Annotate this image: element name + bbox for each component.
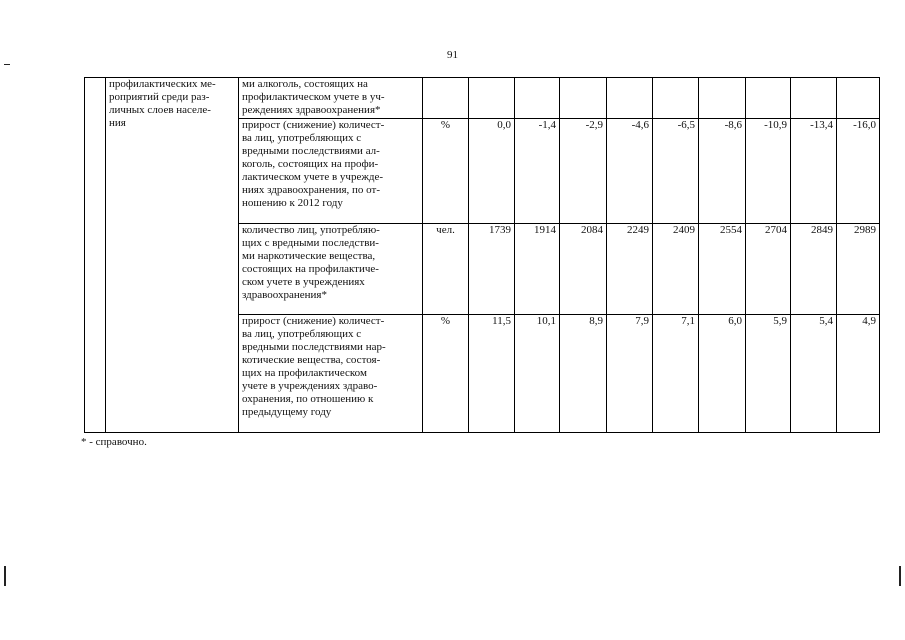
scan-edge-mark-left bbox=[4, 64, 10, 65]
value-cell: -16,0 bbox=[837, 119, 880, 224]
value-cell bbox=[653, 78, 699, 119]
value-cell: -4,6 bbox=[607, 119, 653, 224]
value-cell: 2704 bbox=[746, 224, 791, 315]
indicators-table bbox=[84, 77, 880, 433]
measure-cell: ми алкоголь, состоящих на профилактическом учете в уч- реждениях здравоохранения* bbox=[239, 78, 423, 119]
value-cell: 5,4 bbox=[791, 315, 837, 433]
value-cell bbox=[560, 78, 607, 119]
value-cell: 6,0 bbox=[699, 315, 746, 433]
value-cell: -6,5 bbox=[653, 119, 699, 224]
value-cell: 7,1 bbox=[653, 315, 699, 433]
unit-cell bbox=[423, 78, 469, 119]
unit-cell: % bbox=[423, 315, 469, 433]
scan-edge-mark-left bbox=[4, 566, 6, 586]
value-cell: 7,9 bbox=[607, 315, 653, 433]
value-cell bbox=[746, 78, 791, 119]
measure-cell: прирост (снижение) количест- ва лиц, употребляющих с вредными последствиями нар- котические вещества, состоя- щих на профилактическом учете в учреждениях здраво- охранения, по отношению к предыдущему году bbox=[239, 315, 423, 433]
value-cell: -13,4 bbox=[791, 119, 837, 224]
value-cell: -8,6 bbox=[699, 119, 746, 224]
page-number: 91 bbox=[447, 49, 458, 61]
unit-cell: % bbox=[423, 119, 469, 224]
value-cell: 2249 bbox=[607, 224, 653, 315]
value-cell: 8,9 bbox=[560, 315, 607, 433]
unit-cell: чел. bbox=[423, 224, 469, 315]
value-cell bbox=[791, 78, 837, 119]
value-cell bbox=[607, 78, 653, 119]
value-cell: -1,4 bbox=[515, 119, 560, 224]
value-cell: 11,5 bbox=[469, 315, 515, 433]
value-cell: 5,9 bbox=[746, 315, 791, 433]
value-cell: 4,9 bbox=[837, 315, 880, 433]
value-cell bbox=[469, 78, 515, 119]
value-cell: -10,9 bbox=[746, 119, 791, 224]
value-cell: 2849 bbox=[791, 224, 837, 315]
scan-edge-mark-right bbox=[899, 566, 901, 586]
value-cell: 2084 bbox=[560, 224, 607, 315]
value-cell: 1739 bbox=[469, 224, 515, 315]
value-cell bbox=[837, 78, 880, 119]
value-cell: 0,0 bbox=[469, 119, 515, 224]
value-cell: 2989 bbox=[837, 224, 880, 315]
value-cell: 1914 bbox=[515, 224, 560, 315]
table-row bbox=[85, 78, 880, 119]
event-cell: профилактических ме- роприятий среди раз- личных слоев населе- ния bbox=[106, 78, 239, 433]
index-cell bbox=[85, 78, 106, 433]
value-cell bbox=[515, 78, 560, 119]
measure-cell: количество лиц, употребляю- щих с вредными последстви- ми наркотические вещества, состоящих на профилактиче- ском учете в учреждениях здравоохранения* bbox=[239, 224, 423, 315]
measure-cell: прирост (снижение) количест- ва лиц, употребляющих с вредными последствиями ал- коголь, состоящих на профи- лактическом учете в учрежде- ниях здравоохранения, по от- ношению к 2012 году bbox=[239, 119, 423, 224]
footnote: * - справочно. bbox=[81, 436, 147, 448]
value-cell bbox=[699, 78, 746, 119]
value-cell: 2409 bbox=[653, 224, 699, 315]
value-cell: 2554 bbox=[699, 224, 746, 315]
value-cell: 10,1 bbox=[515, 315, 560, 433]
value-cell: -2,9 bbox=[560, 119, 607, 224]
